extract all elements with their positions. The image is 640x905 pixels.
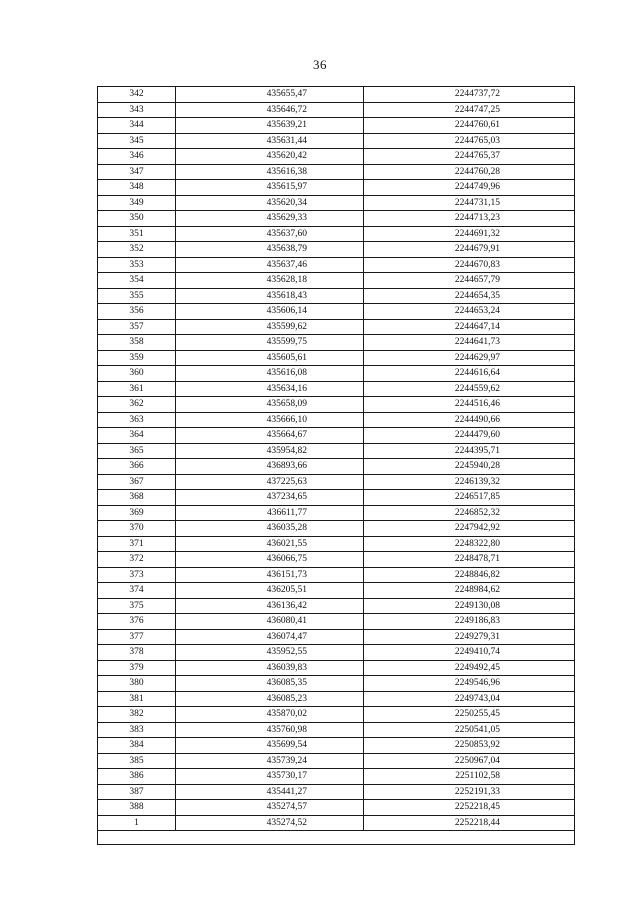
point-number-cell: 346 [98, 149, 176, 165]
y-coordinate-cell: 2249130,08 [364, 598, 575, 614]
table-row [98, 645, 575, 661]
point-number-cell: 387 [98, 784, 176, 800]
table-row [98, 660, 575, 676]
point-number-cell: 381 [98, 691, 176, 707]
y-coordinate-cell: 2244737,72 [364, 87, 575, 103]
table-row [98, 459, 575, 475]
table-row [98, 288, 575, 304]
table-row [98, 164, 575, 180]
y-coordinate-cell: 2246517,85 [364, 490, 575, 506]
x-coordinate-cell: 435655,47 [176, 87, 364, 103]
point-number-cell: 360 [98, 366, 176, 382]
table-row [98, 366, 575, 382]
table-row [98, 195, 575, 211]
y-coordinate-cell: 2249743,04 [364, 691, 575, 707]
point-number-cell: 382 [98, 707, 176, 723]
point-number-cell: 388 [98, 800, 176, 816]
y-coordinate-cell: 2249279,31 [364, 629, 575, 645]
point-number-cell: 352 [98, 242, 176, 258]
x-coordinate-cell: 436085,23 [176, 691, 364, 707]
table-row [98, 769, 575, 785]
y-coordinate-cell: 2244647,14 [364, 319, 575, 335]
x-coordinate-cell: 436205,51 [176, 583, 364, 599]
x-coordinate-cell: 435699,54 [176, 738, 364, 754]
point-number-cell: 377 [98, 629, 176, 645]
x-coordinate-cell: 435599,75 [176, 335, 364, 351]
y-coordinate-cell: 2250967,04 [364, 753, 575, 769]
table-row [98, 118, 575, 134]
point-number-cell: 361 [98, 381, 176, 397]
point-number-cell: 349 [98, 195, 176, 211]
x-coordinate-cell: 435637,60 [176, 226, 364, 242]
x-coordinate-cell: 436021,55 [176, 536, 364, 552]
x-coordinate-cell: 436039,83 [176, 660, 364, 676]
y-coordinate-cell: 2250255,45 [364, 707, 575, 723]
y-coordinate-cell: 2244653,24 [364, 304, 575, 320]
point-number-cell: 347 [98, 164, 176, 180]
x-coordinate-cell: 435954,82 [176, 443, 364, 459]
point-number-cell: 368 [98, 490, 176, 506]
table-row [98, 428, 575, 444]
x-coordinate-cell: 436074,47 [176, 629, 364, 645]
point-number-cell: 375 [98, 598, 176, 614]
x-coordinate-cell: 435664,67 [176, 428, 364, 444]
y-coordinate-cell: 2244490,66 [364, 412, 575, 428]
y-coordinate-cell: 2244765,03 [364, 133, 575, 149]
table-row [98, 319, 575, 335]
table-row [98, 412, 575, 428]
table-row [98, 474, 575, 490]
point-number-cell: 344 [98, 118, 176, 134]
table-row [98, 629, 575, 645]
point-number-cell: 1 [98, 815, 176, 831]
y-coordinate-cell: 2244749,96 [364, 180, 575, 196]
y-coordinate-cell: 2248478,71 [364, 552, 575, 568]
x-coordinate-cell: 435274,57 [176, 800, 364, 816]
table-row [98, 180, 575, 196]
table-row [98, 102, 575, 118]
table-row [98, 722, 575, 738]
y-coordinate-cell: 2248846,82 [364, 567, 575, 583]
x-coordinate-cell: 435760,98 [176, 722, 364, 738]
x-coordinate-cell: 435730,17 [176, 769, 364, 785]
x-coordinate-cell: 435618,43 [176, 288, 364, 304]
point-number-cell: 365 [98, 443, 176, 459]
point-number-cell: 351 [98, 226, 176, 242]
point-number-cell: 386 [98, 769, 176, 785]
x-coordinate-cell: 435616,38 [176, 164, 364, 180]
y-coordinate-cell: 2246852,32 [364, 505, 575, 521]
x-coordinate-cell: 435658,09 [176, 397, 364, 413]
point-number-cell: 372 [98, 552, 176, 568]
x-coordinate-cell: 435639,21 [176, 118, 364, 134]
coordinates-table-body [98, 87, 575, 845]
x-coordinate-cell: 436085,35 [176, 676, 364, 692]
y-coordinate-cell: 2249492,45 [364, 660, 575, 676]
point-number-cell: 354 [98, 273, 176, 289]
x-coordinate-cell: 435606,14 [176, 304, 364, 320]
table-row [98, 149, 575, 165]
point-number-cell: 362 [98, 397, 176, 413]
y-coordinate-cell: 2250853,92 [364, 738, 575, 754]
point-number-cell: 355 [98, 288, 176, 304]
point-number-cell: 342 [98, 87, 176, 103]
coordinates-table [97, 86, 575, 845]
x-coordinate-cell: 435616,08 [176, 366, 364, 382]
table-row [98, 815, 575, 831]
table-row [98, 753, 575, 769]
x-coordinate-cell: 436611,77 [176, 505, 364, 521]
point-number-cell: 370 [98, 521, 176, 537]
x-coordinate-cell: 435870,02 [176, 707, 364, 723]
table-row [98, 397, 575, 413]
x-coordinate-cell: 435605,61 [176, 350, 364, 366]
y-coordinate-cell: 2245940,28 [364, 459, 575, 475]
y-coordinate-cell: 2244765,37 [364, 149, 575, 165]
y-coordinate-cell: 2244760,61 [364, 118, 575, 134]
y-coordinate-cell: 2244395,71 [364, 443, 575, 459]
point-number-cell: 380 [98, 676, 176, 692]
y-coordinate-cell: 2244657,79 [364, 273, 575, 289]
table-row [98, 552, 575, 568]
table-row [98, 583, 575, 599]
x-coordinate-cell: 435441,27 [176, 784, 364, 800]
point-number-cell: 376 [98, 614, 176, 630]
y-coordinate-cell: 2244679,91 [364, 242, 575, 258]
table-row [98, 784, 575, 800]
table-row [98, 536, 575, 552]
x-coordinate-cell: 435952,55 [176, 645, 364, 661]
table-row [98, 676, 575, 692]
x-coordinate-cell: 436151,73 [176, 567, 364, 583]
table-row [98, 614, 575, 630]
x-coordinate-cell: 437225,63 [176, 474, 364, 490]
table-row [98, 304, 575, 320]
table-row [98, 691, 575, 707]
x-coordinate-cell: 435634,16 [176, 381, 364, 397]
table-row [98, 226, 575, 242]
x-coordinate-cell: 435599,62 [176, 319, 364, 335]
table-row [98, 211, 575, 227]
point-number-cell: 379 [98, 660, 176, 676]
table-row [98, 567, 575, 583]
y-coordinate-cell: 2251102,58 [364, 769, 575, 785]
y-coordinate-cell: 2244670,83 [364, 257, 575, 273]
y-coordinate-cell: 2249546,96 [364, 676, 575, 692]
x-coordinate-cell: 436066,75 [176, 552, 364, 568]
table-row [98, 505, 575, 521]
point-number-cell: 371 [98, 536, 176, 552]
table-row [98, 381, 575, 397]
table-row [98, 273, 575, 289]
table-row [98, 800, 575, 816]
point-number-cell: 367 [98, 474, 176, 490]
table-row [98, 242, 575, 258]
table-row [98, 443, 575, 459]
y-coordinate-cell: 2248322,80 [364, 536, 575, 552]
x-coordinate-cell: 435638,79 [176, 242, 364, 258]
y-coordinate-cell: 2249186,83 [364, 614, 575, 630]
x-coordinate-cell: 435274,52 [176, 815, 364, 831]
point-number-cell: 345 [98, 133, 176, 149]
y-coordinate-cell: 2250541,05 [364, 722, 575, 738]
table-row [98, 738, 575, 754]
x-coordinate-cell: 435646,72 [176, 102, 364, 118]
table-row [98, 350, 575, 366]
x-coordinate-cell: 436035,28 [176, 521, 364, 537]
y-coordinate-cell: 2247942,92 [364, 521, 575, 537]
y-coordinate-cell: 2244616,64 [364, 366, 575, 382]
y-coordinate-cell: 2248984,62 [364, 583, 575, 599]
x-coordinate-cell: 436136,42 [176, 598, 364, 614]
table-row [98, 133, 575, 149]
x-coordinate-cell: 435637,46 [176, 257, 364, 273]
point-number-cell: 378 [98, 645, 176, 661]
x-coordinate-cell: 435620,42 [176, 149, 364, 165]
x-coordinate-cell: 435629,33 [176, 211, 364, 227]
y-coordinate-cell: 2246139,32 [364, 474, 575, 490]
y-coordinate-cell: 2244479,60 [364, 428, 575, 444]
point-number-cell: 348 [98, 180, 176, 196]
x-coordinate-cell: 435620,34 [176, 195, 364, 211]
point-number-cell: 383 [98, 722, 176, 738]
y-coordinate-cell: 2244713,23 [364, 211, 575, 227]
y-coordinate-cell: 2244747,25 [364, 102, 575, 118]
point-number-cell: 374 [98, 583, 176, 599]
y-coordinate-cell: 2252191,33 [364, 784, 575, 800]
point-number-cell: 343 [98, 102, 176, 118]
point-number-cell: 373 [98, 567, 176, 583]
x-coordinate-cell: 435631,44 [176, 133, 364, 149]
y-coordinate-cell: 2244731,15 [364, 195, 575, 211]
point-number-cell: 366 [98, 459, 176, 475]
point-number-cell: 359 [98, 350, 176, 366]
y-coordinate-cell: 2244760,28 [364, 164, 575, 180]
point-number-cell: 384 [98, 738, 176, 754]
table-row [98, 598, 575, 614]
y-coordinate-cell: 2252218,44 [364, 815, 575, 831]
x-coordinate-cell: 436893,66 [176, 459, 364, 475]
table-row [98, 707, 575, 723]
table-row [98, 490, 575, 506]
x-coordinate-cell: 435615,97 [176, 180, 364, 196]
x-coordinate-cell: 435628,18 [176, 273, 364, 289]
y-coordinate-cell: 2249410,74 [364, 645, 575, 661]
point-number-cell: 363 [98, 412, 176, 428]
page-number: 36 [313, 57, 327, 72]
y-coordinate-cell: 2244654,35 [364, 288, 575, 304]
table-row [98, 257, 575, 273]
x-coordinate-cell: 437234,65 [176, 490, 364, 506]
x-coordinate-cell: 436080,41 [176, 614, 364, 630]
y-coordinate-cell: 2244691,32 [364, 226, 575, 242]
y-coordinate-cell: 2244516,46 [364, 397, 575, 413]
table-empty-row [98, 831, 575, 845]
point-number-cell: 357 [98, 319, 176, 335]
table-row [98, 521, 575, 537]
empty-cell [98, 831, 575, 845]
point-number-cell: 369 [98, 505, 176, 521]
x-coordinate-cell: 435666,10 [176, 412, 364, 428]
x-coordinate-cell: 435739,24 [176, 753, 364, 769]
point-number-cell: 358 [98, 335, 176, 351]
table-row [98, 87, 575, 103]
point-number-cell: 385 [98, 753, 176, 769]
table-row [98, 335, 575, 351]
y-coordinate-cell: 2244559,62 [364, 381, 575, 397]
y-coordinate-cell: 2244641,73 [364, 335, 575, 351]
point-number-cell: 364 [98, 428, 176, 444]
point-number-cell: 353 [98, 257, 176, 273]
point-number-cell: 356 [98, 304, 176, 320]
y-coordinate-cell: 2252218,45 [364, 800, 575, 816]
point-number-cell: 350 [98, 211, 176, 227]
y-coordinate-cell: 2244629,97 [364, 350, 575, 366]
